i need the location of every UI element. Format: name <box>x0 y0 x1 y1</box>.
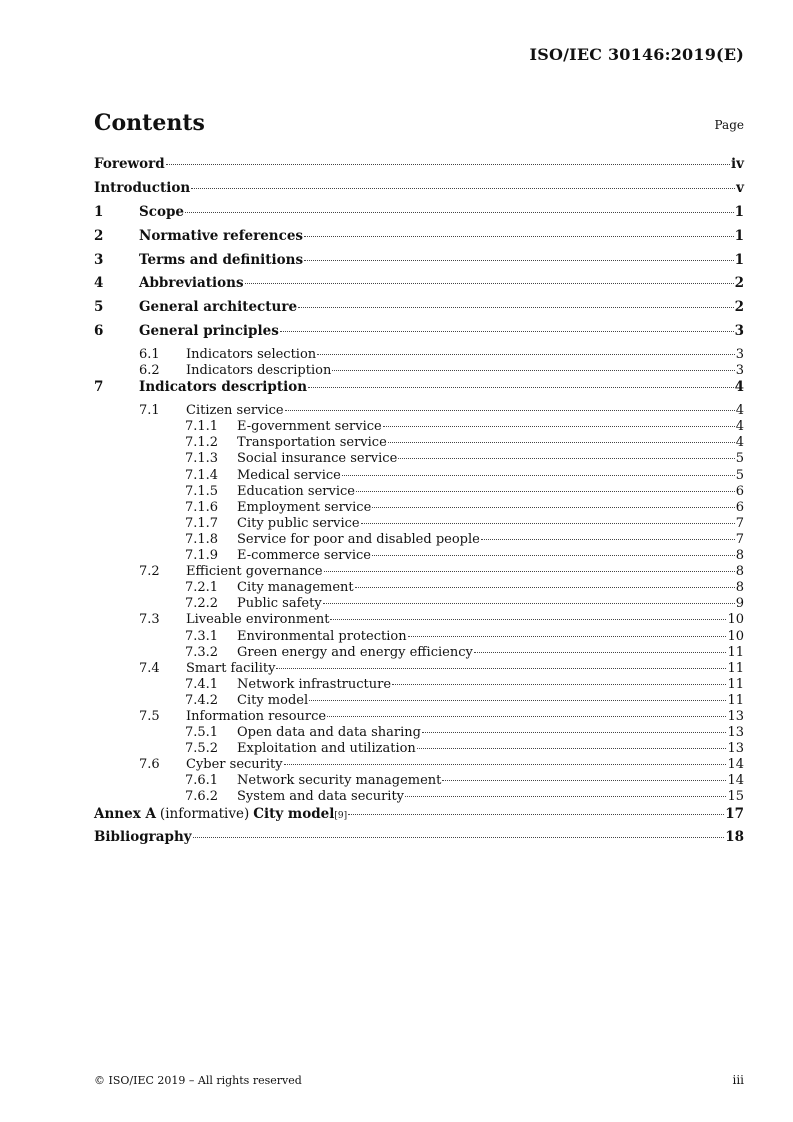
toc-entry[interactable] <box>94 612 744 628</box>
dot-leader <box>361 522 735 524</box>
toc-entry[interactable] <box>94 548 744 564</box>
toc-entry-title: Cyber security <box>186 757 283 773</box>
toc-entry-number: 7.3.1 <box>185 628 219 644</box>
dot-leader <box>327 715 726 717</box>
toc-entry-page: 10 <box>727 628 744 644</box>
dot-leader <box>280 330 734 332</box>
toc-entry-title: System and data security <box>237 789 405 805</box>
toc-entry[interactable] <box>94 347 744 363</box>
toc-entry-number: 7 <box>94 379 104 396</box>
toc-entry[interactable] <box>94 596 744 612</box>
toc-entry-title: Employment service <box>237 499 372 515</box>
toc-entry-page: 15 <box>727 789 744 805</box>
toc-entry-title: Public safety <box>237 596 322 612</box>
toc-entry[interactable] <box>94 645 744 661</box>
toc-entry-number: 4 <box>94 275 104 292</box>
toc-entry-title: Citizen service <box>186 403 284 419</box>
dot-leader <box>191 187 735 189</box>
toc-entry-title: E-government service <box>237 419 382 435</box>
toc-entry[interactable] <box>94 252 744 276</box>
toc-entry-page: 1 <box>734 203 744 220</box>
dot-leader <box>356 490 735 492</box>
toc-entry[interactable] <box>94 379 744 403</box>
dot-leader <box>324 570 735 572</box>
toc-entry[interactable] <box>94 299 744 323</box>
toc-entry[interactable] <box>94 789 744 805</box>
dot-leader <box>342 474 735 476</box>
toc-entry-number: 7.1.5 <box>185 483 219 499</box>
toc-entry-title: General architecture <box>139 299 298 316</box>
toc-entry-number: 7.1.8 <box>185 531 219 547</box>
toc-entry-page: 11 <box>727 644 744 660</box>
dot-leader <box>348 813 724 815</box>
toc-entry[interactable] <box>94 419 744 435</box>
toc-entry[interactable] <box>94 275 744 299</box>
dot-leader <box>245 282 734 284</box>
dot-leader <box>417 747 727 749</box>
dot-leader <box>474 651 727 653</box>
toc-entry[interactable] <box>94 693 744 709</box>
toc-entry-title: Exploitation and utilization <box>237 741 416 757</box>
toc-entry-page: 6 <box>735 499 744 515</box>
toc-entry-number: 7.4.2 <box>185 692 219 708</box>
table-of-contents <box>94 156 744 853</box>
toc-entry-title: Network infrastructure <box>237 676 392 692</box>
toc-entry-number: 7.1.6 <box>185 499 219 515</box>
document-id: ISO/IEC 30146:2019(E) <box>529 45 744 64</box>
toc-entry[interactable] <box>94 435 744 451</box>
toc-entry-number: 7.6.2 <box>185 789 219 805</box>
toc-entry-number: 6.1 <box>139 347 160 363</box>
dot-leader <box>166 163 730 165</box>
toc-entry-number: 7.1.4 <box>185 467 219 483</box>
toc-entry-title: Scope <box>139 203 185 220</box>
toc-entry-annex[interactable]: Annex A (informative) City model [9] 17 <box>94 805 744 822</box>
toc-entry-number: 7.1.1 <box>185 419 219 435</box>
toc-entry-number: 5 <box>94 299 104 316</box>
toc-entry-title: Bibliography <box>94 829 192 846</box>
toc-entry[interactable] <box>94 500 744 516</box>
toc-entry-title: Environmental protection <box>237 628 407 644</box>
toc-entry-title: City management <box>237 580 354 596</box>
toc-entry-page: 14 <box>727 757 744 773</box>
dot-leader <box>284 763 727 765</box>
toc-entry-number: 1 <box>94 203 104 220</box>
dot-leader <box>276 667 726 669</box>
toc-entry[interactable] <box>94 451 744 467</box>
toc-entry-page: 3 <box>734 323 744 340</box>
dot-leader <box>372 554 735 556</box>
dot-leader <box>355 586 735 588</box>
toc-entry-page: 1 <box>734 227 744 244</box>
toc-entry[interactable] <box>94 580 744 596</box>
annex-prefix: Annex A <box>94 805 156 822</box>
toc-entry-number: 6 <box>94 323 104 340</box>
toc-entry-title: Foreword <box>94 156 165 172</box>
dot-leader <box>442 779 726 781</box>
dot-leader <box>388 441 735 443</box>
toc-entry-title: Terms and definitions <box>139 251 304 268</box>
page-title: Contents <box>94 110 205 136</box>
toc-entry-page: iv <box>731 156 744 172</box>
toc-entry-page: 18 <box>725 829 744 846</box>
toc-entry-title: Open data and data sharing <box>237 725 421 741</box>
toc-entry-title: Medical service <box>237 467 341 483</box>
dot-leader <box>193 836 725 838</box>
toc-entry-title: City public service <box>237 515 360 531</box>
toc-entry-bibliography[interactable] <box>94 829 744 853</box>
toc-entry-page: 14 <box>727 773 744 789</box>
dot-leader <box>332 369 734 371</box>
dot-leader <box>422 731 726 733</box>
toc-entry-page: 10 <box>727 612 744 628</box>
toc-entry-number: 7.2.1 <box>185 580 219 596</box>
dot-leader <box>392 683 726 685</box>
toc-entry-title: Transportation service <box>237 435 387 451</box>
toc-entry-page: 4 <box>735 419 744 435</box>
toc-entry-number: 7.1.7 <box>185 515 219 531</box>
dot-leader <box>285 409 735 411</box>
dot-leader <box>372 506 734 508</box>
toc-entry[interactable] <box>94 661 744 677</box>
toc-entry-number: 7.3 <box>139 612 160 628</box>
dot-leader <box>405 795 726 797</box>
toc-entry-title: Education service <box>237 483 355 499</box>
dot-leader <box>298 306 734 308</box>
copyright-notice: © ISO/IEC 2019 – All rights reserved <box>94 1074 302 1087</box>
page-column-label: Page <box>714 118 744 132</box>
toc-entry-number: 3 <box>94 251 104 268</box>
toc-entry-page: 13 <box>727 725 744 741</box>
toc-entry[interactable] <box>94 725 744 741</box>
toc-entry-page: 11 <box>727 676 744 692</box>
toc-entry-number: 7.4 <box>139 660 160 676</box>
toc-entry-title: Introduction <box>94 179 191 196</box>
toc-entry-number: 7.5.2 <box>185 741 219 757</box>
toc-entry-page: 9 <box>735 596 744 612</box>
toc-entry-page: 5 <box>735 451 744 467</box>
toc-entry-page: 2 <box>734 275 744 292</box>
toc-entry-page: 4 <box>735 403 744 419</box>
toc-entry-page: 4 <box>735 435 744 451</box>
toc-entry-number: 7.1.2 <box>185 435 219 451</box>
dot-leader <box>398 457 734 459</box>
dot-leader <box>330 618 726 620</box>
dot-leader <box>317 353 735 355</box>
toc-entry[interactable] <box>94 363 744 379</box>
toc-entry-page: 5 <box>735 467 744 483</box>
toc-entry-number: 7.1.9 <box>185 548 219 564</box>
toc-entry-title: E-commerce service <box>237 548 371 564</box>
toc-entry[interactable] <box>94 709 744 725</box>
toc-entry-title: Normative references <box>139 227 304 244</box>
toc-entry[interactable] <box>94 228 744 252</box>
toc-entry-title: Green energy and energy efficiency <box>237 644 473 660</box>
toc-entry-title: Liveable environment <box>186 612 330 628</box>
dot-leader <box>309 699 726 701</box>
toc-entry-page: 2 <box>734 299 744 316</box>
toc-entry[interactable] <box>94 757 744 773</box>
dot-leader <box>308 386 734 388</box>
toc-entry-number: 7.3.2 <box>185 644 219 660</box>
toc-entry[interactable] <box>94 629 744 645</box>
toc-entry-page: v <box>736 179 744 196</box>
toc-entry-page: 13 <box>727 741 744 757</box>
toc-entry-number: 6.2 <box>139 363 160 379</box>
toc-entry-title: General principles <box>139 323 279 340</box>
toc-entry-page: 8 <box>735 564 744 580</box>
toc-entry-title: Information resource <box>186 708 327 724</box>
dot-leader <box>323 602 735 604</box>
page-number: iii <box>732 1073 744 1087</box>
toc-entry-title: Social insurance service <box>237 451 398 467</box>
toc-entry-page: 17 <box>725 805 744 822</box>
dot-leader <box>304 259 734 261</box>
toc-entry[interactable] <box>94 484 744 500</box>
toc-entry-page: 7 <box>735 515 744 531</box>
toc-entry-title: Smart facility <box>186 660 276 676</box>
toc-entry-title: Efficient governance <box>186 564 323 580</box>
toc-entry-number: 7.5.1 <box>185 725 219 741</box>
toc-entry[interactable] <box>94 323 744 347</box>
toc-entry-number: 7.6.1 <box>185 773 219 789</box>
toc-entry-page: 8 <box>735 548 744 564</box>
toc-entry-page: 7 <box>735 531 744 547</box>
toc-entry-title: Indicators description <box>139 379 308 396</box>
dot-leader <box>185 211 734 213</box>
toc-entry-page: 4 <box>734 379 744 396</box>
toc-entry-page: 13 <box>727 708 744 724</box>
toc-entry-title: City model <box>237 692 309 708</box>
toc-entry[interactable] <box>94 532 744 548</box>
toc-entry-title: Abbreviations <box>139 275 244 292</box>
toc-entry-page: 11 <box>727 692 744 708</box>
toc-entry-number: 7.1 <box>139 403 160 419</box>
toc-entry-page: 3 <box>735 363 744 379</box>
toc-entry-number: 7.6 <box>139 757 160 773</box>
toc-entry-page: 3 <box>735 347 744 363</box>
toc-entry[interactable] <box>94 677 744 693</box>
toc-entry-page: 11 <box>727 660 744 676</box>
toc-entry[interactable] <box>94 403 744 419</box>
toc-entry[interactable] <box>94 204 744 228</box>
toc-entry-title: Network security management <box>237 773 442 789</box>
dot-leader <box>408 635 727 637</box>
toc-entry-number: 7.2 <box>139 564 160 580</box>
toc-entry-page: 1 <box>734 251 744 268</box>
dot-leader <box>481 538 735 540</box>
toc-entry-page: 6 <box>735 483 744 499</box>
toc-entry[interactable] <box>94 180 744 204</box>
toc-entry[interactable] <box>94 468 744 484</box>
toc-entry-number: 7.1.3 <box>185 451 219 467</box>
toc-entry[interactable] <box>94 773 744 789</box>
toc-entry[interactable] <box>94 156 744 180</box>
toc-entry[interactable] <box>94 564 744 580</box>
toc-entry-page: 8 <box>735 580 744 596</box>
toc-entry-number: 7.4.1 <box>185 676 219 692</box>
toc-entry-title: Service for poor and disabled people <box>237 531 480 547</box>
dot-leader <box>383 425 735 427</box>
annex-title: City model <box>253 805 335 822</box>
toc-entry-number: 2 <box>94 227 104 244</box>
toc-entry-title: Indicators selection <box>186 347 317 363</box>
toc-entry-title: Indicators description <box>186 363 332 379</box>
annex-informative: (informative) <box>159 805 250 822</box>
toc-entry[interactable] <box>94 516 744 532</box>
dot-leader <box>304 235 734 237</box>
toc-entry-number: 7.2.2 <box>185 596 219 612</box>
toc-entry-number: 7.5 <box>139 708 160 724</box>
toc-entry[interactable] <box>94 741 744 757</box>
